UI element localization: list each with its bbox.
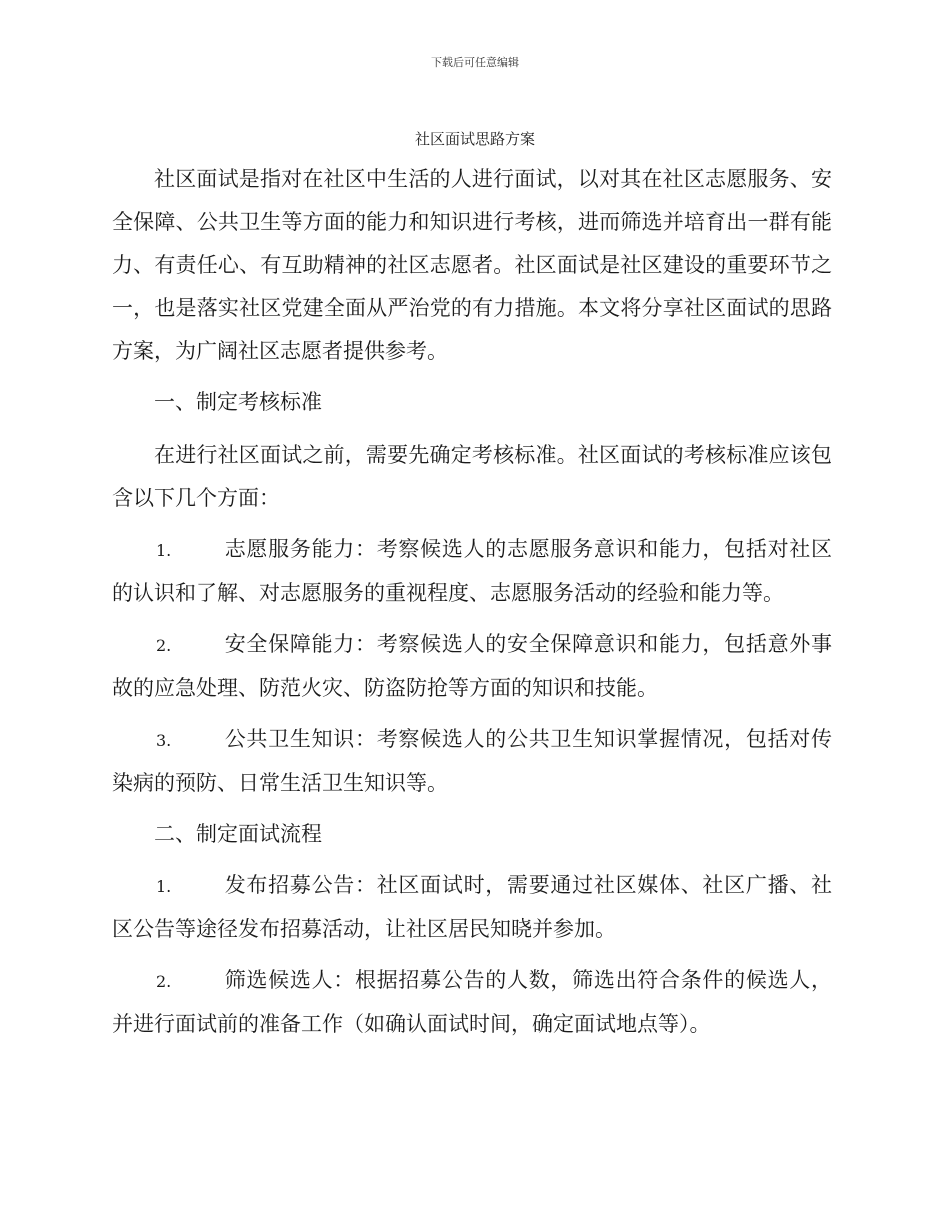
intro-paragraph: 社区面试是指对在社区中生活的人进行面试，以对其在社区志愿服务、安全保障、公共卫生等方面的能力和知识进行考核，进而筛选并培育出一群有能力、有责任心、有互助精神的社区志愿者。社区面试是社区建设的重要环节之一，也是落实社区党建全面从严治党的有力措施。本文将分享社区面试的思路方案，为广阔社区志愿者提供参考。 xyxy=(112,167,832,363)
section-heading-1: 一、制定考核标准 xyxy=(154,390,322,414)
list-item xyxy=(112,623,832,710)
list-item xyxy=(112,959,832,1046)
list-item-text: 公共卫生知识：考察候选人的公共卫生知识掌握情况，包括对传染病的预防、日常生活卫生知识等。 xyxy=(112,727,832,795)
document-title: 社区面试思路方案 xyxy=(414,130,535,148)
list-item-number: 2. xyxy=(156,972,172,991)
document-body xyxy=(112,158,832,1046)
list-item xyxy=(112,864,832,951)
list-item-text: 安全保障能力：考察候选人的安全保障意识和能力，包括意外事故的应急处理、防范火灾、防盗防抢等方面的知识和技能。 xyxy=(112,632,832,700)
section-1-intro: 在进行社区面试之前，需要先确定考核标准。社区面试的考核标准应该包含以下几个方面： xyxy=(112,443,832,510)
list-item-text: 志愿服务能力：考察候选人的志愿服务意识和能力，包括对社区的认识和了解、对志愿服务的重视程度、志愿服务活动的经验和能力等。 xyxy=(112,537,832,605)
list-item-text: 筛选候选人：根据招募公告的人数，筛选出符合条件的候选人，并进行面试前的准备工作（如确认面试时间，确定面试地点等）。 xyxy=(112,968,832,1036)
list-item-number: 3. xyxy=(156,731,172,750)
list-item-number: 2. xyxy=(156,636,172,655)
list-item-number: 1. xyxy=(156,541,172,560)
list-item xyxy=(112,528,832,615)
header-note: 下载后可任意编辑 xyxy=(431,56,519,69)
list-item-number: 1. xyxy=(156,877,172,896)
list-item xyxy=(112,718,832,805)
section-heading-2: 二、制定面试流程 xyxy=(154,822,322,846)
list-item-text: 发布招募公告：社区面试时，需要通过社区媒体、社区广播、社区公告等途径发布招募活动，让社区居民知晓并参加。 xyxy=(112,873,832,941)
